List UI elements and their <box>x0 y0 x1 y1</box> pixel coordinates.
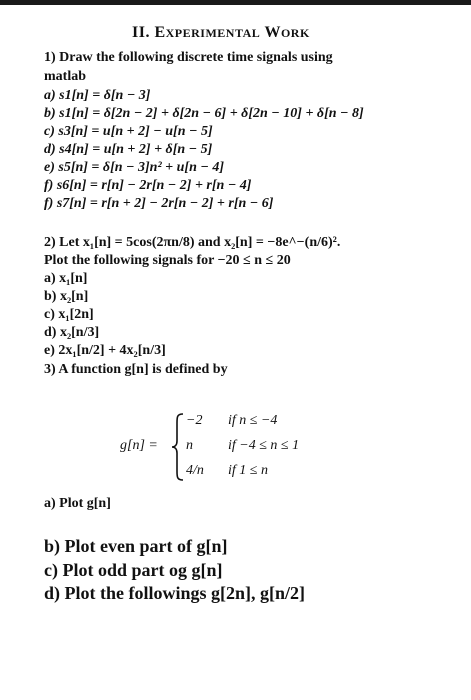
signal-item: b) s1[n] = δ[2n − 2] + δ[2n − 6] + δ[2n − 10] + δ[n − 8] <box>44 106 364 121</box>
heading-part: II. E <box>132 24 166 41</box>
heading-part: ORK <box>280 26 310 40</box>
case-condition: if −4 ≤ n ≤ 1 <box>228 438 300 453</box>
plot-item: c) x₁[2n] <box>44 307 94 322</box>
section2-intro: 2) Let x₁[n] = 5cos(2πn/8) and x₂[n] = −8e^−(n/6)². <box>44 235 341 250</box>
section1-intro-cont: matlab <box>44 69 86 84</box>
top-border <box>0 0 471 5</box>
case-condition: if 1 ≤ n <box>228 463 268 478</box>
task-b: b) Plot even part of g[n] <box>44 536 228 556</box>
signal-item: f) s6[n] = r[n] − 2r[n − 2] + r[n − 4] <box>44 178 252 193</box>
section-heading <box>132 24 310 42</box>
plot-item: a) x₁[n] <box>44 271 88 286</box>
piecewise-definition <box>118 411 348 483</box>
left-brace-icon <box>171 413 185 481</box>
signal-item: c) s3[n] = u[n + 2] − u[n − 5] <box>44 124 213 139</box>
piecewise-case <box>186 463 268 479</box>
section2-intro-cont: Plot the following signals for −20 ≤ n ≤ 20 <box>44 253 291 268</box>
heading-part: W <box>260 24 281 41</box>
case-value: 4/n <box>186 463 204 478</box>
plot-item: d) x₂[n/3] <box>44 325 100 340</box>
case-condition: if n ≤ −4 <box>228 413 278 428</box>
signal-item: d) s4[n] = u[n + 2] + δ[n − 5] <box>44 142 213 157</box>
heading-part: XPERIMENTAL <box>165 26 261 40</box>
case-value: n <box>186 438 193 453</box>
plot-item: b) x₂[n] <box>44 289 89 304</box>
signal-item: a) s1[n] = δ[n − 3] <box>44 88 151 103</box>
signal-item: f) s7[n] = r[n + 2] − 2r[n − 2] + r[n − 6] <box>44 196 274 211</box>
task-a: a) Plot g[n] <box>44 496 111 511</box>
plot-item: e) 2x₁[n/2] + 4x₂[n/3] <box>44 343 166 358</box>
section3-intro: 3) A function g[n] is defined by <box>44 362 228 377</box>
piecewise-case <box>186 413 277 429</box>
signal-item: e) s5[n] = δ[n − 3]n² + u[n − 4] <box>44 160 225 175</box>
piecewise-lhs: g[n] = <box>120 438 158 453</box>
piecewise-case <box>186 438 299 454</box>
task-c: c) Plot odd part og g[n] <box>44 560 223 580</box>
task-d: d) Plot the followings g[2n], g[n/2] <box>44 583 305 603</box>
case-value: −2 <box>186 413 203 428</box>
section1-intro: 1) Draw the following discrete time signals using <box>44 50 333 65</box>
